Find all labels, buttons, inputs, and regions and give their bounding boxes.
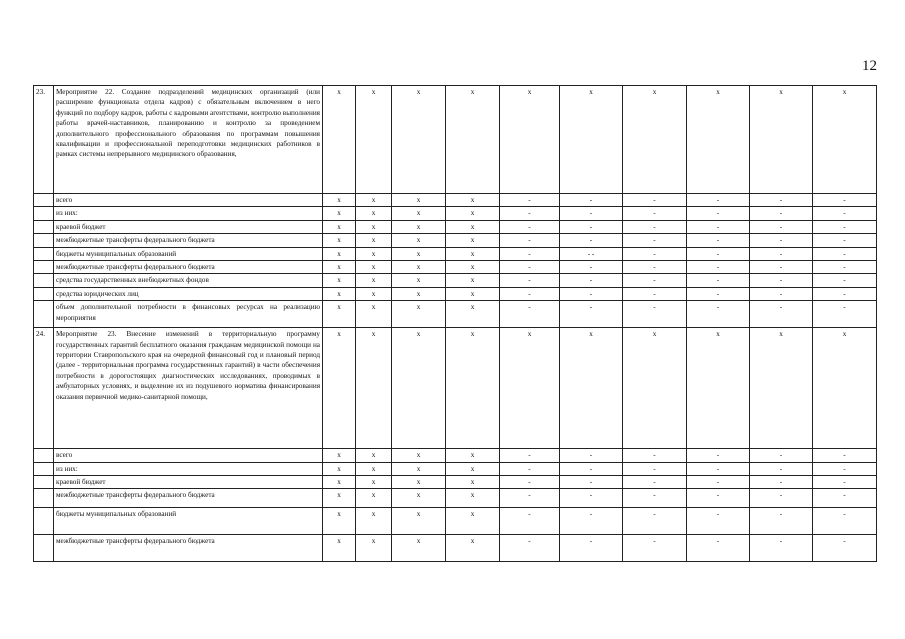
value-cell: x xyxy=(356,86,392,194)
value-cell: x xyxy=(323,207,356,220)
funding-row xyxy=(34,508,877,535)
value-cell: - xyxy=(500,247,560,260)
value-cell: - xyxy=(623,261,687,274)
value-cell: x xyxy=(392,535,446,562)
row-number-cell xyxy=(34,194,54,207)
value-cell: x xyxy=(356,476,392,489)
value-cell: x xyxy=(356,328,392,449)
row-number-cell xyxy=(34,301,54,328)
funding-row xyxy=(34,207,877,220)
value-cell: x xyxy=(446,207,500,220)
value-cell: - xyxy=(813,508,877,535)
value-cell: x xyxy=(323,274,356,287)
description-cell: объем дополнительной потребности в финансовых ресурсах на реализацию мероприятия xyxy=(54,301,323,328)
value-cell: - xyxy=(560,274,623,287)
description-cell: из них: xyxy=(54,207,323,220)
value-cell: x xyxy=(446,194,500,207)
value-cell: - xyxy=(560,261,623,274)
row-number-cell xyxy=(34,287,54,300)
value-cell: x xyxy=(623,86,687,194)
value-cell: x xyxy=(323,508,356,535)
description-cell: бюджеты муниципальных образований xyxy=(54,508,323,535)
value-cell: - xyxy=(623,274,687,287)
value-cell: x xyxy=(446,274,500,287)
value-cell: x xyxy=(446,535,500,562)
row-number-cell xyxy=(34,535,54,562)
value-cell: - xyxy=(623,207,687,220)
row-number-cell xyxy=(34,449,54,462)
value-cell: - xyxy=(623,194,687,207)
value-cell: - xyxy=(687,489,750,508)
value-cell: x xyxy=(446,508,500,535)
funding-row xyxy=(34,247,877,260)
value-cell: x xyxy=(356,194,392,207)
page-number: 12 xyxy=(862,58,877,74)
value-cell: x xyxy=(323,476,356,489)
description-cell: Мероприятие 23. Внесение изменений в территориальную программу государственных гарантий бесплатного оказания гражданам медицинской помощи на территории Ставропольского края на очередной финансовый год и плановый период (далее - территориальная программа государственных гарантий) в части обеспечения потребности в дорогостоящих диагностических исследованиях, проводимых в амбулаторных условиях, и выделение их из подушевого норматива финансирования оказания первичной медико-санитарной помощи, xyxy=(54,328,323,449)
description-cell: всего xyxy=(54,194,323,207)
funding-row xyxy=(34,476,877,489)
value-cell: - xyxy=(687,462,750,475)
value-cell: - xyxy=(623,220,687,233)
value-cell: - xyxy=(500,508,560,535)
value-cell: - xyxy=(687,194,750,207)
value-cell: - xyxy=(687,274,750,287)
value-cell: - xyxy=(813,247,877,260)
value-cell: - xyxy=(623,508,687,535)
value-cell: - xyxy=(560,535,623,562)
value-cell: x xyxy=(446,287,500,300)
measures-table xyxy=(33,85,877,562)
value-cell: - xyxy=(500,194,560,207)
value-cell: - xyxy=(560,476,623,489)
value-cell: - xyxy=(813,535,877,562)
event-row xyxy=(34,328,877,449)
value-cell: - xyxy=(813,301,877,328)
value-cell: - xyxy=(687,287,750,300)
value-cell: x xyxy=(813,86,877,194)
value-cell: x xyxy=(356,508,392,535)
description-cell: всего xyxy=(54,449,323,462)
funding-row xyxy=(34,234,877,247)
value-cell: x xyxy=(356,287,392,300)
value-cell: - xyxy=(750,476,813,489)
description-cell: краевой бюджет xyxy=(54,476,323,489)
value-cell: - xyxy=(623,247,687,260)
value-cell: x xyxy=(323,535,356,562)
value-cell: - xyxy=(560,301,623,328)
value-cell: x xyxy=(323,234,356,247)
value-cell: x xyxy=(446,476,500,489)
value-cell: - xyxy=(750,220,813,233)
value-cell: - xyxy=(750,207,813,220)
value-cell: - xyxy=(623,535,687,562)
value-cell: x xyxy=(446,220,500,233)
value-cell: x xyxy=(392,207,446,220)
funding-row xyxy=(34,194,877,207)
value-cell: x xyxy=(623,328,687,449)
funding-row xyxy=(34,287,877,300)
value-cell: x xyxy=(500,86,560,194)
value-cell: x xyxy=(392,220,446,233)
row-number-cell xyxy=(34,207,54,220)
funding-row xyxy=(34,449,877,462)
row-number-cell xyxy=(34,274,54,287)
value-cell: - xyxy=(813,489,877,508)
value-cell: x xyxy=(356,449,392,462)
value-cell: x xyxy=(356,234,392,247)
value-cell: - xyxy=(560,234,623,247)
value-cell: - xyxy=(560,508,623,535)
funding-row xyxy=(34,261,877,274)
value-cell: x xyxy=(323,449,356,462)
value-cell: - xyxy=(623,287,687,300)
description-cell: межбюджетные трансферты федерального бюджета xyxy=(54,535,323,562)
value-cell: - xyxy=(750,274,813,287)
value-cell: - xyxy=(813,274,877,287)
value-cell: - xyxy=(687,508,750,535)
funding-row xyxy=(34,301,877,328)
value-cell: - xyxy=(623,449,687,462)
funding-row xyxy=(34,274,877,287)
value-cell: x xyxy=(356,535,392,562)
value-cell: x xyxy=(392,234,446,247)
value-cell: x xyxy=(356,261,392,274)
event-row xyxy=(34,86,877,194)
value-cell: x xyxy=(446,301,500,328)
funding-row xyxy=(34,462,877,475)
value-cell: x xyxy=(356,301,392,328)
value-cell: - xyxy=(500,207,560,220)
value-cell: - xyxy=(560,194,623,207)
funding-row xyxy=(34,489,877,508)
value-cell: - xyxy=(500,301,560,328)
description-cell: межбюджетные трансферты федерального бюджета xyxy=(54,261,323,274)
value-cell: - xyxy=(500,535,560,562)
value-cell: - xyxy=(813,462,877,475)
value-cell: - xyxy=(750,247,813,260)
value-cell: x xyxy=(446,462,500,475)
value-cell: x xyxy=(356,220,392,233)
row-number-cell xyxy=(34,476,54,489)
value-cell: - xyxy=(500,234,560,247)
description-cell: средства юридических лиц xyxy=(54,287,323,300)
value-cell: x xyxy=(392,261,446,274)
description-cell: средства государственных внебюджетных фондов xyxy=(54,274,323,287)
value-cell: - xyxy=(687,207,750,220)
funding-row xyxy=(34,535,877,562)
value-cell: - xyxy=(813,234,877,247)
value-cell: x xyxy=(323,328,356,449)
value-cell: - xyxy=(813,220,877,233)
value-cell: - - xyxy=(560,247,623,260)
value-cell: - xyxy=(750,508,813,535)
value-cell: - xyxy=(687,449,750,462)
value-cell: x xyxy=(446,86,500,194)
value-cell: - xyxy=(750,489,813,508)
value-cell: - xyxy=(750,234,813,247)
value-cell: x xyxy=(446,234,500,247)
row-number-cell xyxy=(34,220,54,233)
description-cell: межбюджетные трансферты федерального бюджета xyxy=(54,489,323,508)
value-cell: - xyxy=(687,247,750,260)
value-cell: x xyxy=(392,462,446,475)
value-cell: - xyxy=(560,207,623,220)
value-cell: - xyxy=(687,261,750,274)
value-cell: x xyxy=(392,301,446,328)
value-cell: - xyxy=(500,220,560,233)
value-cell: - xyxy=(560,220,623,233)
row-number-cell xyxy=(34,462,54,475)
value-cell: x xyxy=(323,462,356,475)
value-cell: - xyxy=(813,194,877,207)
value-cell: - xyxy=(560,462,623,475)
value-cell: x xyxy=(323,86,356,194)
value-cell: x xyxy=(687,86,750,194)
value-cell: - xyxy=(623,476,687,489)
value-cell: - xyxy=(500,489,560,508)
value-cell: x xyxy=(392,476,446,489)
value-cell: x xyxy=(446,449,500,462)
value-cell: - xyxy=(813,287,877,300)
value-cell: - xyxy=(750,449,813,462)
value-cell: x xyxy=(323,301,356,328)
value-cell: - xyxy=(687,301,750,328)
value-cell: x xyxy=(750,86,813,194)
value-cell: - xyxy=(500,274,560,287)
value-cell: - xyxy=(813,449,877,462)
value-cell: - xyxy=(500,449,560,462)
value-cell: - xyxy=(623,301,687,328)
value-cell: - xyxy=(500,462,560,475)
value-cell: - xyxy=(623,234,687,247)
value-cell: x xyxy=(687,328,750,449)
value-cell: x xyxy=(323,489,356,508)
value-cell: - xyxy=(687,476,750,489)
description-cell: бюджеты муниципальных образований xyxy=(54,247,323,260)
value-cell: - xyxy=(623,489,687,508)
description-cell: краевой бюджет xyxy=(54,220,323,233)
value-cell: x xyxy=(392,449,446,462)
value-cell: - xyxy=(623,462,687,475)
value-cell: x xyxy=(323,261,356,274)
value-cell: - xyxy=(500,476,560,489)
row-number-cell: 23. xyxy=(34,86,54,194)
value-cell: x xyxy=(446,328,500,449)
value-cell: - xyxy=(750,462,813,475)
value-cell: x xyxy=(392,508,446,535)
value-cell: x xyxy=(392,489,446,508)
value-cell: x xyxy=(446,247,500,260)
row-number-cell: 24. xyxy=(34,328,54,449)
value-cell: x xyxy=(560,86,623,194)
value-cell: - xyxy=(750,301,813,328)
value-cell: - xyxy=(560,449,623,462)
value-cell: x xyxy=(392,194,446,207)
row-number-cell xyxy=(34,234,54,247)
value-cell: - xyxy=(560,489,623,508)
funding-row xyxy=(34,220,877,233)
value-cell: - xyxy=(813,207,877,220)
value-cell: - xyxy=(813,261,877,274)
value-cell: x xyxy=(813,328,877,449)
value-cell: x xyxy=(323,194,356,207)
description-cell: Мероприятие 22. Создание подразделений медицинских организаций (или расширение функционала отдела кадров) с обязательным включением в него функций по подбору кадров, работы с кадровыми агентствами, контролю выполнения работы врачей-наставников, планированию и контролю за проведением дополнительного профессионального образования по программам повышения квалификации и профессиональной переподготовки медицинских работников в рамках системы непрерывного медицинского образования, xyxy=(54,86,323,194)
value-cell: x xyxy=(560,328,623,449)
value-cell: x xyxy=(446,261,500,274)
value-cell: - xyxy=(560,287,623,300)
row-number-cell xyxy=(34,489,54,508)
value-cell: - xyxy=(500,287,560,300)
value-cell: x xyxy=(356,462,392,475)
value-cell: x xyxy=(323,287,356,300)
value-cell: x xyxy=(356,274,392,287)
value-cell: - xyxy=(750,535,813,562)
value-cell: - xyxy=(750,261,813,274)
value-cell: x xyxy=(392,328,446,449)
value-cell: - xyxy=(687,535,750,562)
value-cell: x xyxy=(750,328,813,449)
value-cell: - xyxy=(750,287,813,300)
value-cell: - xyxy=(500,261,560,274)
value-cell: - xyxy=(813,476,877,489)
value-cell: - xyxy=(687,234,750,247)
value-cell: x xyxy=(323,247,356,260)
value-cell: - xyxy=(750,194,813,207)
value-cell: - xyxy=(687,220,750,233)
value-cell: x xyxy=(446,489,500,508)
row-number-cell xyxy=(34,247,54,260)
value-cell: x xyxy=(392,287,446,300)
value-cell: x xyxy=(323,220,356,233)
row-number-cell xyxy=(34,508,54,535)
value-cell: x xyxy=(500,328,560,449)
value-cell: x xyxy=(356,247,392,260)
value-cell: x xyxy=(392,274,446,287)
value-cell: x xyxy=(356,207,392,220)
value-cell: x xyxy=(356,489,392,508)
description-cell: из них: xyxy=(54,462,323,475)
description-cell: межбюджетные трансферты федерального бюджета xyxy=(54,234,323,247)
value-cell: x xyxy=(392,86,446,194)
value-cell: x xyxy=(392,247,446,260)
row-number-cell xyxy=(34,261,54,274)
